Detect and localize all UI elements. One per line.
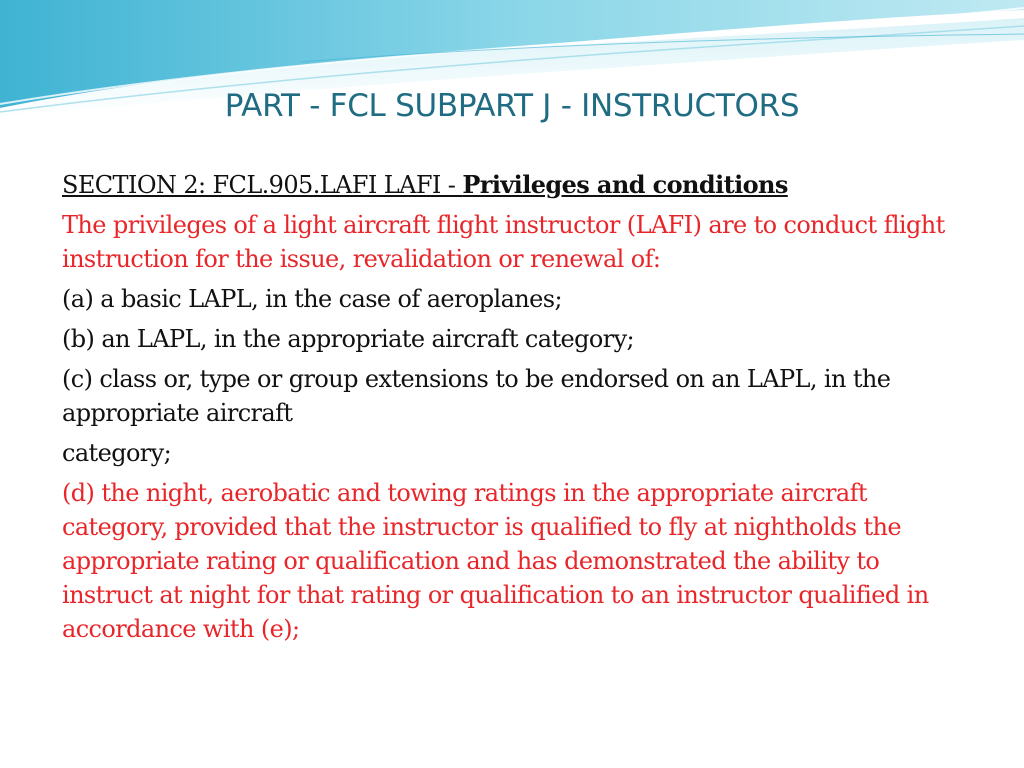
section-heading <box>62 168 972 202</box>
privileges-intro-paragraph: The privileges of a light aircraft flight instructor (LAFI) are to conduct flight instruction for the issue, revalidation or renewal of: <box>62 211 945 273</box>
item-d: (d) the night, aerobatic and towing ratings in the appropriate aircraft category, provided that the instructor is qualified to fly at nightholds the appropriate rating or qualification and has demonstrated the ability to instruct at night for that rating or qualification to an instructor qualified in accordance with (e); <box>62 479 929 643</box>
section-heading-bold: Privileges and conditions <box>462 170 788 199</box>
item-c: (c) class or, type or group extensions to be endorsed on an LAPL, in the appropriate aircraft <box>62 365 891 427</box>
item-b: (b) an LAPL, in the appropriate aircraft category; <box>62 325 635 353</box>
slide-title: PART - FCL SUBPART J - INSTRUCTORS <box>224 88 800 124</box>
item-c-continuation: category; <box>62 439 172 467</box>
section-heading-prefix: SECTION 2: FCL.905.LAFI LAFI - <box>62 171 463 199</box>
item-a: (a) a basic LAPL, in the case of aeroplanes; <box>62 285 562 313</box>
slide-body <box>62 168 972 646</box>
